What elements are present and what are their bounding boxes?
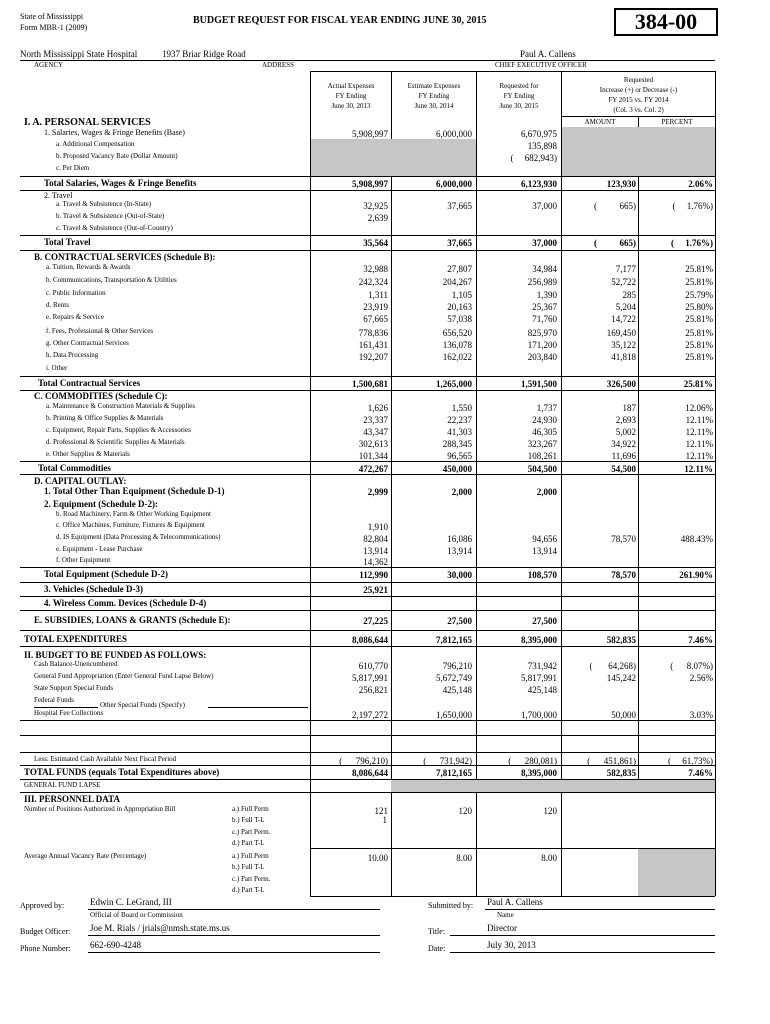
cell-value: 12.06% <box>685 403 713 413</box>
officer-name: Paul A. Callens <box>520 49 576 59</box>
cell-value: 20,163 <box>447 302 472 312</box>
shaded-cell <box>311 139 476 176</box>
agency-name: North Mississippi State Hospital <box>20 49 138 59</box>
cell-value: 1,500,681 <box>352 379 388 389</box>
cell-value: 204,267 <box>442 277 472 287</box>
cell-value: 25.81% <box>685 264 713 274</box>
cell-value: 582,835 <box>606 768 636 778</box>
cell-value: 12.11% <box>685 427 713 437</box>
agency-label: AGENCY <box>34 61 64 69</box>
row-label: Hospital Fee Collections <box>34 709 104 717</box>
row-label: a. Travel & Subsistence (In-State) <box>56 200 152 208</box>
row-label: B. CONTRACTUAL SERVICES (Schedule B): <box>34 252 216 262</box>
row-label: e. Equipment - Lease Purchase <box>56 545 143 553</box>
row-label: c. Equipment, Repair Parts, Supplies & Accessories <box>46 426 191 434</box>
cell-value: 1,737 <box>536 403 557 413</box>
cell-value: 27,807 <box>447 264 472 274</box>
shaded-cell <box>391 780 715 792</box>
cell-value: 1,550 <box>451 403 472 413</box>
cell-value: 425,148 <box>442 685 472 695</box>
cell-value: 5,817,991 <box>521 673 557 683</box>
cell-value: 1,910 <box>367 522 388 532</box>
cell-value: 8.00 <box>456 853 472 863</box>
cell-value: 41,303 <box>447 427 472 437</box>
phone-label: Phone Number: <box>20 944 71 953</box>
cell-value: 5,672,749 <box>436 673 472 683</box>
row-label: e. Repairs & Service <box>46 313 104 321</box>
row-label: 2. Equipment (Schedule D-2): <box>44 499 159 509</box>
row-label: d. Rents <box>46 301 69 309</box>
cell-value: 25,921 <box>363 585 388 595</box>
personnel-sub-label: d.) Part T-L <box>232 839 265 847</box>
row-label: C. COMMODITIES (Schedule C): <box>34 391 168 401</box>
cell-value: 10.00 <box>367 853 388 863</box>
cell-value: 52,722 <box>611 277 636 287</box>
row-label: c. Office Machines, Furniture, Fixtures & Equipment <box>56 521 205 529</box>
cell-value: 34,984 <box>532 264 557 274</box>
personnel-sub-label: a.) Full Perm <box>232 805 269 813</box>
cell-value: 1,265,000 <box>436 379 472 389</box>
cell-value: 1,626 <box>367 403 388 413</box>
col-percent-header: PERCENT <box>661 118 693 126</box>
cell-value: 1,390 <box>536 290 557 300</box>
date-value: July 30, 2013 <box>487 940 536 950</box>
page-title: BUDGET REQUEST FOR FISCAL YEAR ENDING JUNE 30, 2015 <box>193 15 487 26</box>
cell-value: 78,570 <box>611 570 636 580</box>
submitted-name: Paul A. Callens <box>487 897 543 907</box>
cell-value: ( 8.07%) <box>670 661 713 671</box>
cell-value: 203,840 <box>527 352 557 362</box>
cell-value: 5,908,997 <box>352 129 388 139</box>
cell-value: 7.46% <box>688 768 713 778</box>
cell-value: 450,000 <box>442 464 472 474</box>
cell-value: 169,450 <box>606 328 636 338</box>
row-label: Total Commodities <box>38 463 111 473</box>
cell-value: 6,000,000 <box>436 179 472 189</box>
row-label: f. Other Equipment <box>56 556 111 564</box>
row-label: c. Per Diem <box>56 164 90 172</box>
cell-value: ( 61.73%) <box>668 756 713 766</box>
cell-value: 12.11% <box>684 464 713 474</box>
cell-value: 25.81% <box>685 352 713 362</box>
cell-value: 94,656 <box>532 534 557 544</box>
name-label: Name <box>497 911 514 919</box>
row-label: Number of Positions Authorized in Appropriation Bill <box>24 805 176 813</box>
row-label: a. Tuition, Rewards & Awards <box>46 263 131 271</box>
cell-value: 8,086,644 <box>352 768 388 778</box>
row-label: 3. Vehicles (Schedule D-3) <box>44 584 143 594</box>
cell-value: 50,000 <box>611 710 636 720</box>
cell-value: 123,930 <box>606 179 636 189</box>
col-actual-header: Actual Expenses FY Ending June 30, 2013 <box>327 82 375 110</box>
cell-value: 37,665 <box>447 238 472 248</box>
cell-value: 610,770 <box>358 661 388 671</box>
row-label: h. Data Processing <box>46 351 99 359</box>
cell-value: 37,000 <box>532 238 557 248</box>
cell-value: 5,002 <box>615 427 636 437</box>
row-label: d. IS Equipment (Data Processing & Telecommunications) <box>56 533 221 541</box>
cell-value: 108,261 <box>527 451 557 461</box>
cell-value: 796,210 <box>442 661 472 671</box>
phone-number: 662-690-4248 <box>90 940 141 950</box>
cell-value: 101,344 <box>358 451 388 461</box>
cell-value: 326,500 <box>606 379 636 389</box>
cell-value: 25.81% <box>685 277 713 287</box>
cell-value: 108,570 <box>527 570 557 580</box>
cell-value: 14,362 <box>363 557 388 567</box>
cell-value: 82,804 <box>363 534 388 544</box>
cell-value: 2,693 <box>615 415 636 425</box>
cell-value: 37,665 <box>447 201 472 211</box>
row-label: TOTAL EXPENDITURES <box>24 634 127 644</box>
cell-value: 302,613 <box>358 439 388 449</box>
cell-value: 285 <box>622 290 636 300</box>
row-label: b. Communications, Transportation & Utilities <box>46 276 177 284</box>
col-amount-header: AMOUNT <box>584 118 616 126</box>
row-label: 4. Wireless Comm. Devices (Schedule D-4) <box>44 598 207 608</box>
row-label: c. Public Information <box>46 289 106 297</box>
approved-label: Approved by: <box>20 901 65 910</box>
row-label: 1. Total Other Than Equipment (Schedule D-1) <box>44 486 225 496</box>
cell-value: 12.11% <box>685 439 713 449</box>
budget-officer-label: Budget Officer: <box>20 927 71 936</box>
row-label: E. SUBSIDIES, LOANS & GRANTS (Schedule E): <box>34 615 231 625</box>
personnel-sub-label: b.) Full T-L <box>232 816 265 824</box>
row-label: Total Contractual Services <box>38 378 141 388</box>
cell-value: 2,000 <box>451 487 472 497</box>
cell-value: 135,898 <box>527 141 557 151</box>
cell-value: 6,123,930 <box>521 179 557 189</box>
row-label: d. Professional & Scientific Supplies & Materials <box>46 438 185 446</box>
row-label: b. Road Machinery, Farm & Other Working Equipment <box>56 510 211 518</box>
shaded-cell <box>562 127 715 176</box>
cell-value: 2,000 <box>536 487 557 497</box>
cell-value: 256,821 <box>358 685 388 695</box>
row-label: Average Annual Vacancy Rate (Percentage) <box>24 852 147 860</box>
cell-value: 1,105 <box>451 290 472 300</box>
cell-value: 121 <box>374 806 388 816</box>
cell-value: 13,914 <box>363 546 388 556</box>
cell-value: 504,500 <box>527 464 557 474</box>
cell-value: 192,207 <box>358 352 388 362</box>
cell-value: 27,225 <box>363 616 388 626</box>
cell-value: 112,990 <box>359 570 388 580</box>
row-label: i. Other <box>46 364 68 372</box>
row-label: Less: Estimated Cash Available Next Fiscal Period <box>34 755 177 763</box>
cell-value: 46,305 <box>532 427 557 437</box>
row-label: I. A. PERSONAL SERVICES <box>24 117 151 128</box>
cell-value: 8,086,644 <box>352 635 388 645</box>
cell-value: ( 1.76%) <box>671 238 713 248</box>
cell-value: 8.00 <box>541 853 557 863</box>
cell-value: 3.03% <box>689 710 713 720</box>
other-special-funds-label: Other Special Funds (Specify) <box>100 701 185 709</box>
row-label: Total Salaries, Wages & Fringe Benefits <box>44 178 197 188</box>
cell-value: 7,177 <box>615 264 636 274</box>
cell-value: 13,914 <box>532 546 557 556</box>
cell-value: 57,038 <box>447 314 472 324</box>
cell-value: 6,670,975 <box>521 129 557 139</box>
cell-value: 25.81% <box>683 379 713 389</box>
form-label: Form MBR-1 (2009) <box>20 23 88 32</box>
cell-value: 5,817,991 <box>352 673 388 683</box>
cell-value: 1,700,000 <box>521 710 557 720</box>
cell-value: 136,078 <box>442 340 472 350</box>
cell-value: 35,564 <box>363 238 388 248</box>
cell-value: 41,818 <box>611 352 636 362</box>
row-label: b. Travel & Subsistence (Out-of-State) <box>56 212 165 220</box>
cell-value: 54,500 <box>611 464 636 474</box>
cell-value: 7,812,165 <box>436 635 472 645</box>
cell-value: 256,989 <box>527 277 557 287</box>
row-label: III. PERSONNEL DATA <box>24 794 120 804</box>
cell-value: 25.81% <box>685 314 713 324</box>
row-label: Federal Funds <box>34 696 74 704</box>
cell-value: 1,311 <box>368 290 388 300</box>
cell-value: 656,520 <box>442 328 472 338</box>
budget-officer: Joe M. Rials / jrials@nmsh.state.ms.us <box>90 923 230 933</box>
row-label: Total Equipment (Schedule D-2) <box>44 569 168 579</box>
cell-value: 22,237 <box>447 415 472 425</box>
cell-value: 13,914 <box>447 546 472 556</box>
cell-value: 778,836 <box>358 328 388 338</box>
cell-value: 27,500 <box>447 616 472 626</box>
approved-sub: Official of Board or Commission <box>90 911 183 919</box>
cell-value: 43,347 <box>363 427 388 437</box>
cell-value: ( 682,943) <box>510 153 557 163</box>
cell-value: 488.43% <box>680 534 713 544</box>
cell-value: 37,000 <box>532 201 557 211</box>
cell-value: 5,908,997 <box>352 179 388 189</box>
row-label: g. Other Contractual Services <box>46 339 129 347</box>
cell-value: 67,665 <box>363 314 388 324</box>
col-requested-header: Requested for FY Ending June 30, 2015 <box>499 82 539 110</box>
row-label: Cash Balance-Unencumbered <box>34 660 118 668</box>
row-label: General Fund Appropriation (Enter General Fund Lapse Below) <box>34 672 214 680</box>
row-label: GENERAL FUND LAPSE <box>24 781 101 789</box>
cell-value: 162,022 <box>442 352 472 362</box>
cell-value: 472,267 <box>358 464 388 474</box>
cell-value: 2.56% <box>689 673 713 683</box>
row-label: State Support Special Funds <box>34 684 114 692</box>
row-label: 2. Travel <box>44 191 73 200</box>
cell-value: 27,500 <box>532 616 557 626</box>
shaded-cell <box>638 848 715 896</box>
row-label: 1. Salaries, Wages & Fringe Benefits (Base) <box>44 128 185 137</box>
cell-value: 425,148 <box>527 685 557 695</box>
cell-value: 25.81% <box>685 328 713 338</box>
cell-value: ( 665) <box>594 238 636 248</box>
cell-value: 25,367 <box>532 302 557 312</box>
cell-value: 825,970 <box>527 328 557 338</box>
form-number: 384-00 <box>614 8 718 36</box>
cell-value: 323,267 <box>527 439 557 449</box>
cell-value: 25.79% <box>685 290 713 300</box>
cell-value: ( 731,942) <box>423 756 472 766</box>
address-label: ADDRESS <box>262 61 294 69</box>
cell-value: 2,999 <box>367 487 388 497</box>
cell-value: 7,812,165 <box>436 768 472 778</box>
cell-value: 288,345 <box>442 439 472 449</box>
state-label: State of Mississippi <box>20 12 84 21</box>
approved-name: Edwin C. LeGrand, III <box>90 897 172 907</box>
cell-value: 30,000 <box>447 570 472 580</box>
row-label: e. Other Supplies & Materials <box>46 450 130 458</box>
row-label: Total Travel <box>44 237 91 247</box>
cell-value: 2.06% <box>688 179 713 189</box>
personnel-sub-label: d.) Part T-L <box>232 886 265 894</box>
cell-value: 96,565 <box>447 451 472 461</box>
col-estimate-header: Estimate Expenses FY Ending June 30, 2014 <box>407 82 461 110</box>
cell-value: 120 <box>458 806 472 816</box>
row-label: b. Proposed Vacancy Rate (Dollar Amount) <box>56 152 178 160</box>
cell-value: 8,395,000 <box>521 635 557 645</box>
cell-value: 2,197,272 <box>352 710 388 720</box>
cell-value: 23,337 <box>363 415 388 425</box>
personnel-sub-label: c.) Part Perm. <box>232 828 271 836</box>
row-label: D. CAPITAL OUTLAY: <box>34 476 127 486</box>
agency-address: 1937 Briar Ridge Road <box>162 49 246 59</box>
cell-value: 242,324 <box>358 277 388 287</box>
cell-value: 2,639 <box>367 213 388 223</box>
cell-value: 71,760 <box>532 314 557 324</box>
cell-value: 120 <box>543 806 557 816</box>
cell-value: ( 64,268) <box>589 661 636 671</box>
row-label: II. BUDGET TO BE FUNDED AS FOLLOWS: <box>24 650 207 660</box>
row-label: f. Fees, Professional & Other Services <box>46 327 154 335</box>
cell-value: 12.11% <box>685 415 713 425</box>
cell-value: 34,922 <box>611 439 636 449</box>
cell-value: 187 <box>622 403 636 413</box>
date-label: Date: <box>428 944 446 953</box>
cell-value: 261.90% <box>679 570 713 580</box>
cell-value: 161,431 <box>358 340 388 350</box>
cell-value: 1,650,000 <box>436 710 472 720</box>
cell-value: 25.80% <box>685 302 713 312</box>
cell-value: 12.11% <box>685 451 713 461</box>
positions-full-tl: 1 <box>382 815 387 825</box>
cell-value: 8,395,000 <box>521 768 557 778</box>
cell-value: ( 665) <box>594 201 636 211</box>
personnel-sub-label: c.) Part Perm. <box>232 875 271 883</box>
cell-value: 25.81% <box>685 340 713 350</box>
title-label: Title: <box>428 927 446 936</box>
personnel-sub-label: b.) Full T-L <box>232 863 265 871</box>
row-label: TOTAL FUNDS (equals Total Expenditures above) <box>24 767 220 777</box>
cell-value: 7.46% <box>688 635 713 645</box>
row-label: c. Travel & Subsistence (Out-of-Country) <box>56 224 173 232</box>
cell-value: 32,988 <box>363 264 388 274</box>
cell-value: 1,591,500 <box>521 379 557 389</box>
cell-value: 582,835 <box>606 635 636 645</box>
cell-value: 171,200 <box>527 340 557 350</box>
cell-value: 11,696 <box>611 451 636 461</box>
cell-value: ( 280,081) <box>508 756 557 766</box>
row-label: a. Additional Compensation <box>56 140 135 148</box>
row-label: a. Maintenance & Construction Materials & Supplies <box>46 402 196 410</box>
cell-value: 23,919 <box>363 302 388 312</box>
cell-value: 5,204 <box>615 302 636 312</box>
row-label: b. Printing & Office Supplies & Materials <box>46 414 164 422</box>
cell-value: 24,930 <box>532 415 557 425</box>
cell-value: 35,122 <box>611 340 636 350</box>
col-change-header: Requested Increase (+) or Decrease (-) FY 2015 vs. FY 2014 (Col. 3 vs. Col. 2) <box>599 76 678 114</box>
cell-value: 6,000,000 <box>436 129 472 139</box>
cell-value: 145,242 <box>606 673 636 683</box>
cell-value: 32,925 <box>363 201 388 211</box>
personnel-sub-label: a.) Full Perm <box>232 852 269 860</box>
cell-value: ( 1.76%) <box>672 201 713 211</box>
officer-label: CHIEF EXECUTIVE OFFICER <box>495 61 587 69</box>
submitted-label: Submitted by: <box>428 901 474 910</box>
cell-value: 731,942 <box>527 661 557 671</box>
cell-value: ( 796,210) <box>339 756 388 766</box>
cell-value: 14,722 <box>611 314 636 324</box>
title-value: Director <box>487 923 517 933</box>
cell-value: 78,570 <box>611 534 636 544</box>
cell-value: 16,086 <box>447 534 472 544</box>
cell-value: ( 451,861) <box>587 756 636 766</box>
